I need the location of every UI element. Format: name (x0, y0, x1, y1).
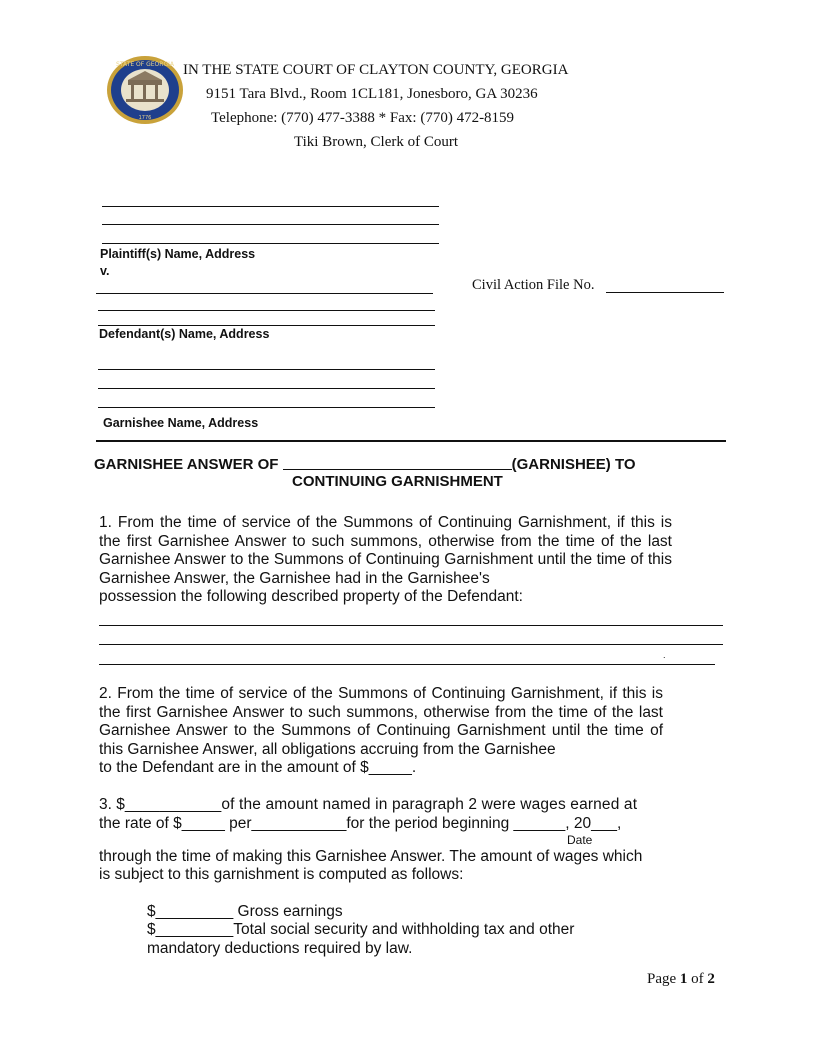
paragraph-2 (99, 685, 663, 778)
trailing-dot: . (663, 650, 666, 660)
paragraph-3-line-2 (99, 815, 621, 833)
clerk-name: Tiki Brown, Clerk of Court (294, 134, 459, 150)
title-line-1 (94, 455, 636, 473)
defendant-label: Defendant(s) Name, Address (99, 327, 270, 341)
garnishee-line-2[interactable] (98, 388, 435, 389)
civil-action-file-field[interactable] (606, 292, 724, 293)
paragraph-3-line-2-b: _ per___________for the period beginning ______, 20___, (216, 815, 622, 832)
civil-action-label: Civil Action File No. (472, 277, 595, 293)
page-number (647, 971, 715, 988)
defendant-line-1[interactable] (96, 293, 433, 294)
title-line-2: CONTINUING GARNISHMENT (292, 473, 503, 490)
plaintiff-line-3[interactable] (102, 243, 439, 244)
paragraph-3-line-1-a: 3. $ (99, 796, 125, 813)
property-line-3[interactable] (99, 664, 715, 665)
paragraph-2-body: 2. From the time of service of the Summons of Continuing Garnishment, if this is the first Garnishee Answer to such summons, otherwise from the time of the last Garnishee Answer to the Summons of Continuing Garnishment until the time of this Garnishee Answer, all obligations accruing from the Garnishee (99, 685, 663, 758)
property-line-1[interactable] (99, 625, 723, 626)
garnishee-name-field[interactable] (283, 455, 512, 470)
court-phone: Telephone: (770) 477-3388 * Fax: (770) 472-8159 (211, 110, 515, 126)
gross-earnings-line: $_________ Gross earnings (147, 903, 343, 920)
deductions-line-2: mandatory deductions required by law. (147, 940, 413, 957)
defendant-line-3[interactable] (98, 325, 435, 326)
svg-text:STATE OF GEORGIA: STATE OF GEORGIA (116, 61, 174, 68)
page-mid: of (687, 971, 708, 987)
property-line-2[interactable] (99, 644, 723, 645)
plaintiff-line-2[interactable] (102, 224, 439, 225)
paragraph-3-line-2-a: the rate of $____ (99, 815, 217, 832)
section-divider (96, 440, 726, 442)
defendant-line-2[interactable] (98, 310, 435, 311)
garnishee-line-1[interactable] (98, 369, 435, 370)
plaintiff-label: Plaintiff(s) Name, Address (100, 247, 256, 261)
georgia-state-seal-icon (106, 55, 184, 125)
court-address: 9151 Tara Blvd., Room 1CL181, Jonesboro, GA 30236 (206, 86, 538, 102)
paragraph-3-line-1 (99, 796, 637, 814)
date-label: Date (567, 833, 593, 847)
paragraph-3-line-4: is subject to this garnishment is computed as follows: (99, 866, 464, 883)
deductions-line-1: $_________Total social security and withholding tax and other (147, 921, 575, 938)
plaintiff-line-1[interactable] (102, 206, 439, 207)
paragraph-1 (99, 514, 672, 607)
garnishee-label: Garnishee Name, Address (103, 416, 259, 430)
paragraph-2-last-line: to the Defendant are in the amount of $_____. (99, 759, 417, 776)
page-current: 1 (679, 971, 688, 987)
court-name: IN THE STATE COURT OF CLAYTON COUNTY, GEORGIA (183, 62, 569, 78)
garnishee-line-3[interactable] (98, 407, 435, 408)
paragraph-1-body: 1. From the time of service of the Summons of Continuing Garnishment, if this is the first Garnishee Answer to such summons, otherwise from the time of the last Garnishee Answer to the Summons of Continuing Garnishment until the time of this Garnishee Answer, the Garnishee had in the Garnishee's (99, 514, 672, 587)
versus-label: v. (100, 264, 110, 278)
paragraph-1-last-line: possession the following described property of the Defendant: (99, 588, 523, 605)
svg-text:1776: 1776 (138, 115, 152, 121)
page-total: 2 (707, 971, 715, 987)
title-suffix: (GARNISHEE) TO (511, 456, 636, 473)
title-prefix: GARNISHEE ANSWER OF (94, 456, 283, 473)
paragraph-3-line-3: through the time of making this Garnishee Answer. The amount of wages which (99, 848, 643, 865)
paragraph-3-line-1-b: ___________of the amount named in paragraph 2 were wages earned at (124, 796, 638, 813)
page-prefix: Page (647, 971, 680, 987)
